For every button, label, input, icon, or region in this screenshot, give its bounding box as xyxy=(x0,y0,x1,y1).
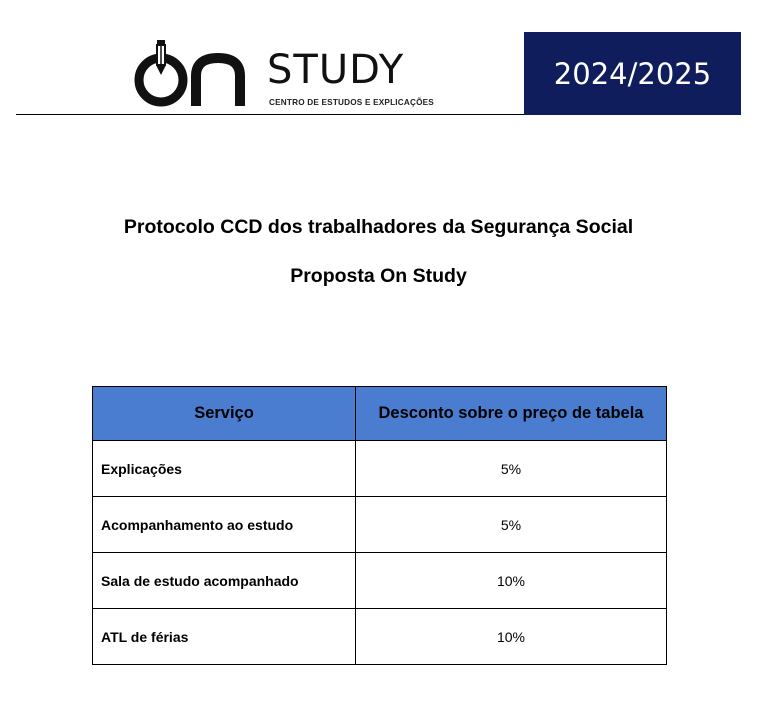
discount-cell: 10% xyxy=(356,553,667,609)
on-study-logo xyxy=(134,38,434,110)
logo-subtitle: CENTRO DE ESTUDOS E EXPLICAÇÕES xyxy=(269,98,434,107)
services-table xyxy=(92,386,667,665)
discount-cell: 5% xyxy=(356,441,667,497)
service-cell: ATL de férias xyxy=(93,609,356,665)
service-cell: Acompanhamento ao estudo xyxy=(93,497,356,553)
column-header-service: Serviço xyxy=(93,387,356,441)
table-row xyxy=(93,609,667,665)
logo-word: STUDY xyxy=(267,47,405,93)
column-header-discount: Desconto sobre o preço de tabela xyxy=(356,387,667,441)
table-row xyxy=(93,553,667,609)
document-subtitle: Proposta On Study xyxy=(290,265,467,287)
table-header-row xyxy=(93,387,667,441)
discount-cell: 5% xyxy=(356,497,667,553)
service-cell: Sala de estudo acompanhado xyxy=(93,553,356,609)
service-cell: Explicações xyxy=(93,441,356,497)
header-divider xyxy=(16,114,524,115)
discount-cell: 10% xyxy=(356,609,667,665)
on-logo-mark-icon xyxy=(134,38,269,110)
table-row xyxy=(93,441,667,497)
year-text: 2024/2025 xyxy=(553,56,712,91)
document-title: Protocolo CCD dos trabalhadores da Segurança Social xyxy=(123,216,634,238)
year-badge xyxy=(524,32,741,115)
table-row xyxy=(93,497,667,553)
